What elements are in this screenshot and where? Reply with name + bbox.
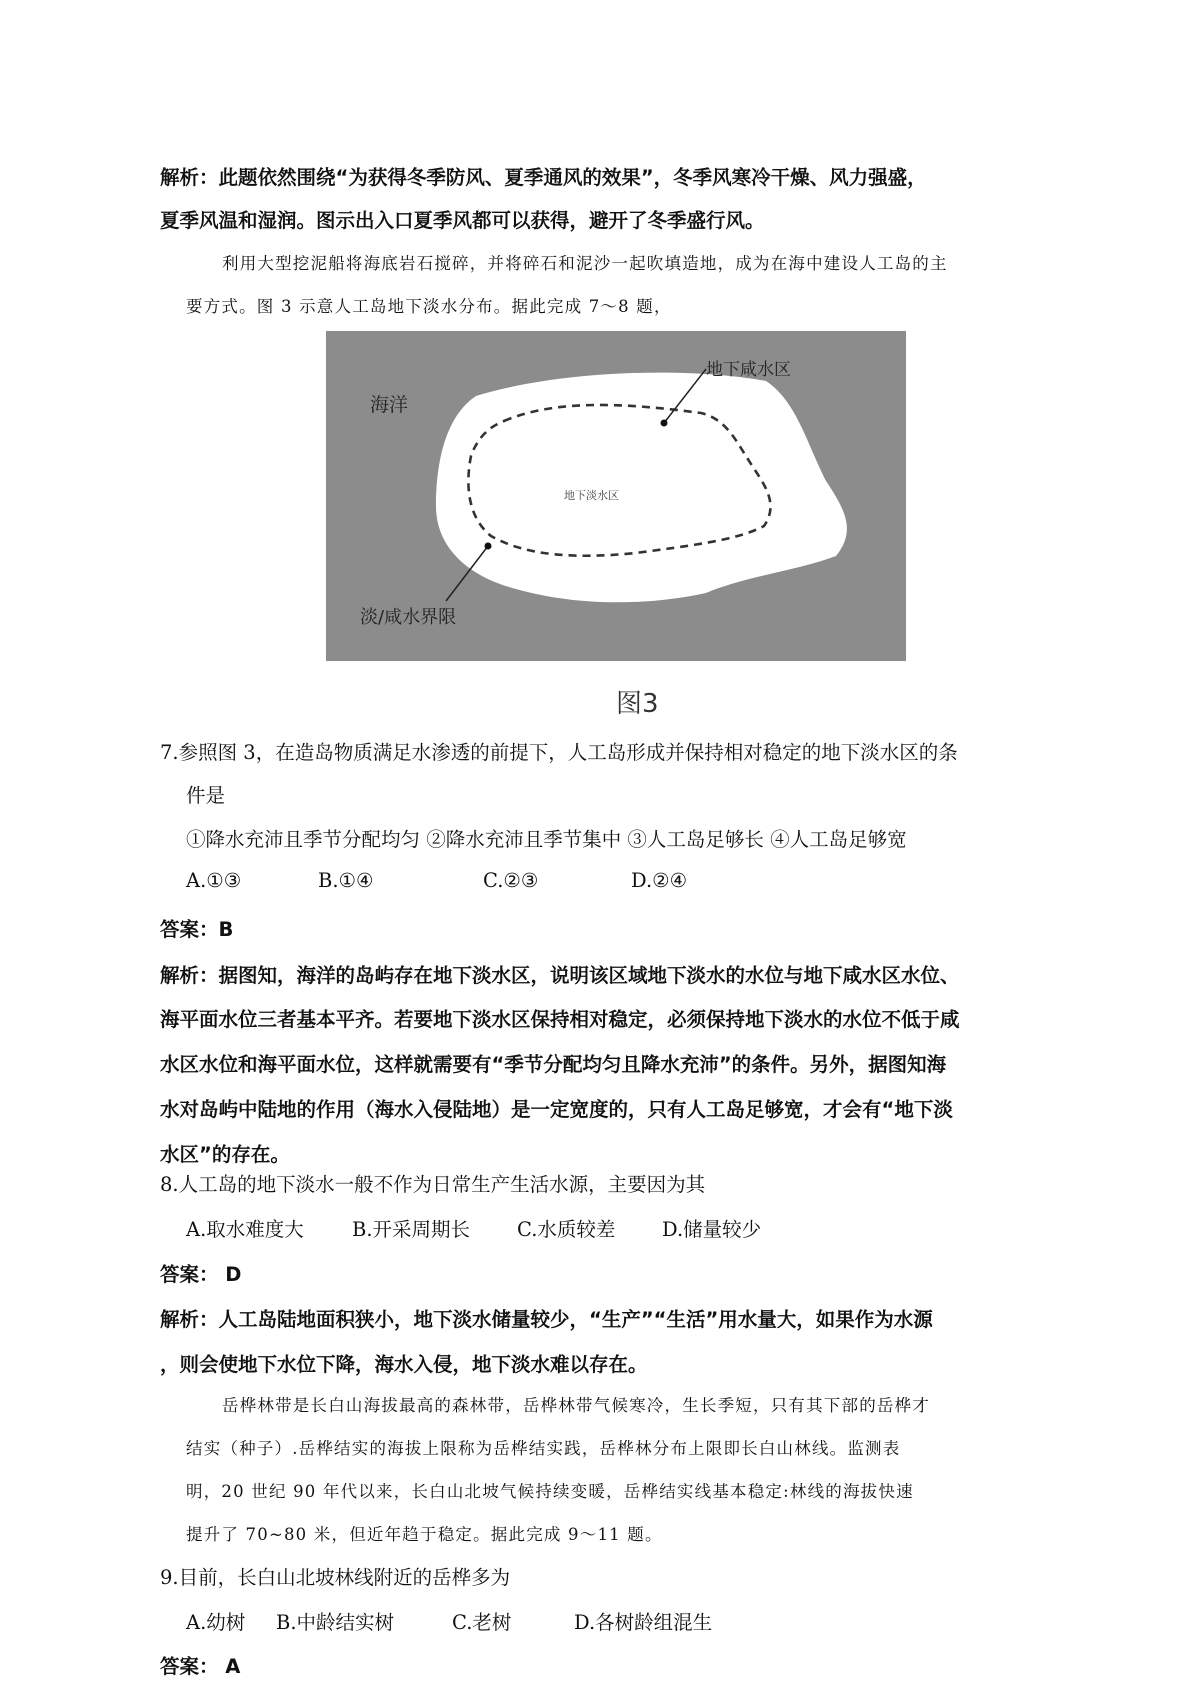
option-b: B.开采周期长 xyxy=(352,1218,471,1241)
analysis-line: 解析：此题依然围绕“为获得冬季防风、夏季通风的效果”，冬季风寒冷干燥、风力强盛， xyxy=(160,166,927,189)
option-d: D.各树龄组混生 xyxy=(574,1611,713,1634)
answer-line: 答案： D xyxy=(160,1263,242,1286)
question-statements: ①降水充沛且季节分配均匀 ②降水充沛且季节集中 ③人工岛足够长 ④人工岛足够宽 xyxy=(186,828,907,851)
boundary-label: 淡/咸水界限 xyxy=(360,607,457,628)
figure-caption: 图3 xyxy=(616,689,659,719)
option-b: B.①④ xyxy=(318,869,374,892)
option-a: A.幼树 xyxy=(186,1611,246,1634)
boundary-point xyxy=(485,543,492,550)
option-a: A.取水难度大 xyxy=(186,1218,304,1241)
ocean-label: 海洋 xyxy=(370,394,409,416)
freshwater-label: 地下淡水区 xyxy=(564,489,619,502)
salt-point xyxy=(661,420,668,427)
analysis-line: 海平面水位三者基本平齐。若要地下淡水区保持相对稳定，必须保持地下淡水的水位不低于咸 xyxy=(160,1008,960,1031)
passage-line: 岳桦林带是长白山海拔最高的森林带，岳桦林带气候寒冷，生长季短，只有其下部的岳桦才 xyxy=(222,1396,930,1415)
analysis-line: 水对岛屿中陆地的作用（海水入侵陆地）是一定宽度的，只有人工岛足够宽，才会有“地下淡 xyxy=(160,1098,953,1121)
option-b: B.中龄结实树 xyxy=(276,1611,395,1634)
question-line: 9.目前，长白山北坡林线附近的岳桦多为 xyxy=(160,1566,511,1589)
analysis-line: 解析：据图知，海洋的岛屿存在地下淡水区，说明该区域地下淡水的水位与地下咸水区水位、 xyxy=(160,964,960,987)
option-c: C.老树 xyxy=(452,1611,512,1634)
question-line: 8.人工岛的地下淡水一般不作为日常生产生活水源，主要因为其 xyxy=(160,1173,706,1196)
option-c: C.②③ xyxy=(483,869,539,892)
option-c: C.水质较差 xyxy=(517,1218,616,1241)
analysis-line: ，则会使地下水位下降，海水入侵，地下淡水难以存在。 xyxy=(160,1353,648,1376)
question-line: 件是 xyxy=(186,784,226,807)
question-line: 7.参照图 3，在造岛物质满足水渗透的前提下，人工岛形成并保持相对稳定的地下淡水区的条 xyxy=(160,741,958,764)
saltwater-label: 地下咸水区 xyxy=(706,360,791,380)
island-groundwater-figure xyxy=(326,331,906,661)
passage-line: 要方式。图 3 示意人工岛地下淡水分布。据此完成 7～8 题， xyxy=(186,297,672,316)
passage-line: 结实（种子）.岳桦结实的海拔上限称为岳桦结实践，岳桦林分布上限即长白山林线。监测表 xyxy=(186,1439,901,1458)
option-d: D.储量较少 xyxy=(662,1218,762,1241)
option-d: D.②④ xyxy=(631,869,688,892)
answer-line: 答案：B xyxy=(160,918,234,941)
passage-line: 明，20 世纪 90 年代以来，长白山北坡气候持续变暖，岳桦结实线基本稳定:林线的海拔快速 xyxy=(186,1482,914,1501)
option-a: A.①③ xyxy=(186,869,242,892)
analysis-line: 水区”的存在。 xyxy=(160,1143,290,1166)
analysis-line: 水区水位和海平面水位，这样就需要有“季节分配均匀且降水充沛”的条件。另外，据图知海 xyxy=(160,1053,947,1076)
passage-line: 利用大型挖泥船将海底岩石搅碎，并将碎石和泥沙一起吹填造地，成为在海中建设人工岛的主 xyxy=(222,254,948,273)
answer-line: 答案： A xyxy=(160,1655,241,1678)
island-shape xyxy=(436,373,847,603)
passage-line: 提升了 70~80 米，但近年趋于稳定。据此完成 9～11 题。 xyxy=(186,1525,663,1544)
analysis-line: 夏季风温和湿润。图示出入口夏季风都可以获得，避开了冬季盛行风。 xyxy=(160,209,765,232)
analysis-line: 解析：人工岛陆地面积狭小，地下淡水储量较少，“生产”“生活”用水量大，如果作为水源 xyxy=(160,1308,933,1331)
